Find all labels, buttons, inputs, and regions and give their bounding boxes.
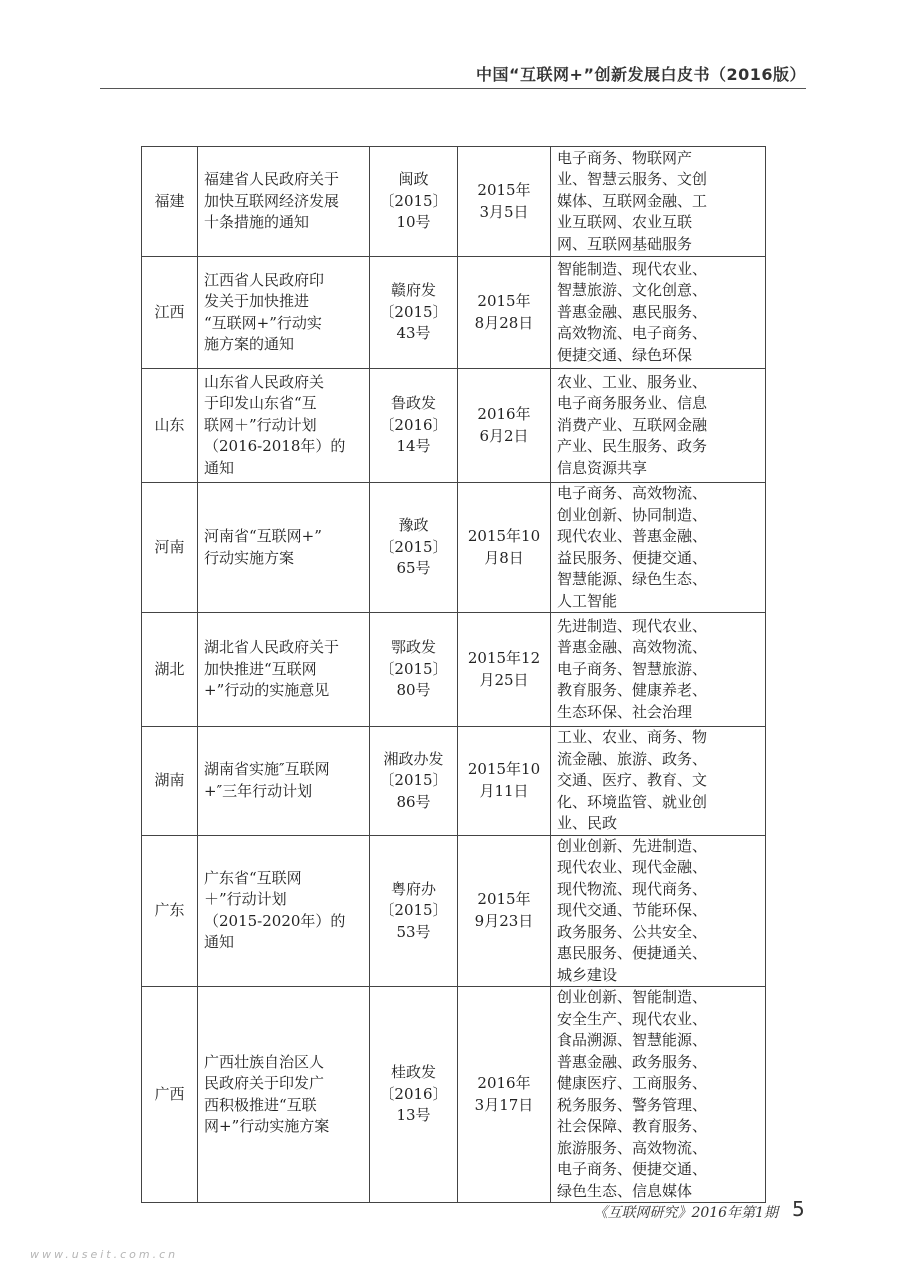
site-watermark: www.useit.com.cn [30,1248,179,1261]
issue-date-cell [458,987,551,1203]
key-fields-line: 生态环保、社会治理 [557,702,693,721]
table-row [142,369,766,483]
key-fields-line: 业互联网、农业互联 [557,213,693,232]
key-fields-line: 业、民政 [557,814,618,832]
key-fields-line: 益民服务、便捷交通、 [557,548,708,567]
key-fields-line: 普惠金融、高效物流、 [557,638,708,657]
header-divider [100,88,806,89]
key-fields-line: 业、智慧云服务、文创 [557,170,708,189]
document-number-line: 10号 [396,213,431,232]
footer-journal-name: 《互联网研究》2016年第1期 [593,1205,778,1221]
policy-title-line: 广东省“互联网 [204,868,302,887]
key-fields-line: 现代交通、节能环保、 [557,901,708,919]
key-fields-line: 电子商务、物联网产 [557,148,693,167]
document-number-line: 鄂政发 [390,638,436,657]
policy-title-line: 施方案的通知 [204,335,295,353]
policy-title-line: 加快推进“互联网 [204,659,317,678]
policy-title-cell [198,147,370,257]
key-fields-line: 安全生产、现代农业、 [557,1009,708,1028]
policy-title-line: 行动实施方案 [204,548,295,567]
issue-date-line: 月11日 [479,781,529,800]
document-number-line: 鲁政发 [390,394,436,413]
issue-date-line: 2015年12 [467,649,541,667]
table-row [142,987,766,1203]
key-fields-cell [551,835,766,987]
document-number-line: 13号 [396,1106,431,1125]
page-number: 5 [792,1197,805,1221]
key-fields-line: 电子商务、便捷交通、 [557,1160,708,1178]
policy-title-line: 加快互联网经济发展 [204,191,340,210]
policy-title-line: 湖南省实施″互联网 [204,760,330,779]
key-fields-cell [551,727,766,836]
policy-title-line: ＋”行动计划 [204,890,287,909]
key-fields-line: 智慧旅游、文化创意、 [557,281,708,300]
policy-title-line: 山东省人民政府关 [204,372,325,391]
policy-title-line: +”行动的实施意见 [204,681,330,700]
key-fields-line: 智慧能源、绿色生态、 [557,570,708,588]
policy-title-line: 民政府关于印发广 [204,1074,325,1092]
document-number-line: 桂政发 [390,1063,436,1082]
key-fields-line: 先进制造、现代农业、 [557,616,708,635]
document-number-line: 〔2015〕 [379,537,448,556]
key-fields-line: 旅游服务、高效物流、 [557,1138,708,1157]
policy-title-line: 河南省“互联网+” [204,527,322,545]
document-number-line: 〔2015〕 [379,191,448,210]
key-fields-line: 交通、医疗、教育、文 [557,771,708,789]
key-fields-line: 工业、农业、商务、物 [557,728,708,746]
key-fields-line: 绿色生态、信息媒体 [557,1181,693,1200]
document-number-cell [370,987,458,1203]
key-fields-cell [551,613,766,727]
key-fields-line: 农业、工业、服务业、 [557,372,708,391]
key-fields-cell [551,257,766,369]
key-fields-line: 创业创新、协同制造、 [557,505,708,524]
issue-date-line: 2015年10 [467,527,541,545]
province-cell: 福建 [142,147,198,257]
policy-table [141,146,766,1203]
policy-title-cell [198,613,370,727]
key-fields-line: 普惠金融、政务服务、 [557,1052,708,1071]
key-fields-line: 城乡建设 [557,965,618,984]
document-number-line: 〔2015〕 [379,302,448,321]
key-fields-line: 现代农业、现代金融、 [557,858,708,876]
policy-title-cell [198,257,370,369]
document-number-cell [370,613,458,727]
key-fields-line: 食品溯源、智慧能源、 [557,1031,708,1049]
key-fields-line: 电子商务、高效物流、 [557,484,708,502]
province-cell: 湖北 [142,613,198,727]
document-number-line: 赣府发 [390,281,436,300]
key-fields-line: 化、环境监管、就业创 [557,792,708,811]
document-number-cell [370,483,458,613]
key-fields-line: 智能制造、现代农业、 [557,259,708,278]
key-fields-line: 流金融、旅游、政务、 [557,749,708,768]
policy-title-line: 江西省人民政府印 [204,270,325,289]
issue-date-line: 8月28日 [474,313,534,332]
key-fields-line: 产业、民生服务、政务 [557,437,708,456]
key-fields-line: 电子商务服务业、信息 [557,394,708,413]
table-row [142,835,766,987]
issue-date-cell [458,613,551,727]
document-number-line: 53号 [396,922,431,941]
key-fields-line: 创业创新、先进制造、 [557,836,708,855]
key-fields-cell [551,147,766,257]
key-fields-line: 教育服务、健康养老、 [557,681,708,700]
issue-date-line: 月8日 [484,548,524,567]
key-fields-line: 普惠金融、惠民服务、 [557,302,708,321]
policy-title-line: +″三年行动计划 [204,781,313,800]
issue-date-line: 2015年 [477,181,531,199]
province-cell: 广东 [142,835,198,987]
issue-date-cell [458,147,551,257]
issue-date-line: 月25日 [479,670,529,689]
document-number-line: 湘政办发 [383,749,444,768]
policy-table-body [142,147,766,1203]
table-row [142,483,766,613]
key-fields-line: 社会保障、教育服务、 [557,1117,708,1135]
document-number-line: 〔2016〕 [379,1084,448,1103]
policy-title-line: 通知 [204,458,235,477]
document-number-line: 豫政 [398,516,429,535]
key-fields-line: 健康医疗、工商服务、 [557,1074,708,1092]
key-fields-line: 税务服务、警务管理、 [557,1095,708,1114]
key-fields-line: 高效物流、电子商务、 [557,324,708,343]
issue-date-cell [458,257,551,369]
issue-date-cell [458,483,551,613]
key-fields-line: 创业创新、智能制造、 [557,988,708,1006]
key-fields-cell [551,483,766,613]
policy-title-line: 通知 [204,933,235,952]
running-header-title: 中国“互联网+”创新发展白皮书（2016版） [476,65,806,84]
key-fields-line: 惠民服务、便捷通关、 [557,944,708,962]
issue-date-line: 3月17日 [474,1095,534,1114]
document-number-cell [370,257,458,369]
policy-title-line: 发关于加快推进 [204,292,310,310]
issue-date-line: 2016年 [477,1074,531,1092]
province-cell: 江西 [142,257,198,369]
document-number-line: 65号 [396,559,431,578]
policy-title-line: 联网＋”行动计划 [204,415,317,434]
key-fields-line: 媒体、互联网金融、工 [557,191,708,210]
policy-title-cell [198,369,370,483]
table-row [142,613,766,727]
province-cell: 广西 [142,987,198,1203]
document-number-line: 〔2015〕 [379,771,448,789]
document-number-cell [370,727,458,836]
key-fields-line: 网、互联网基础服务 [557,234,693,253]
policy-title-line: 十条措施的通知 [204,213,310,232]
document-number-line: 〔2016〕 [379,415,448,434]
key-fields-cell [551,987,766,1203]
key-fields-line: 电子商务、智慧旅游、 [557,659,708,678]
key-fields-line: 现代农业、普惠金融、 [557,527,708,545]
document-number-line: 43号 [396,324,431,343]
policy-title-cell [198,483,370,613]
document-number-line: 86号 [396,792,431,811]
document-number-line: 粤府办 [390,879,436,898]
issue-date-cell [458,727,551,836]
policy-title-line: “互联网+”行动实 [204,313,322,332]
table-row [142,727,766,836]
key-fields-line: 便捷交通、绿色环保 [557,345,693,364]
table-row [142,257,766,369]
table-row [142,147,766,257]
policy-title-line: 西积极推进“互联 [204,1095,317,1114]
policy-title-line: 于印发山东省“互 [204,394,317,413]
policy-title-cell [198,835,370,987]
policy-title-line: 湖北省人民政府关于 [204,638,340,657]
document-number-line: 〔2015〕 [379,659,448,678]
policy-title-cell [198,727,370,836]
document-number-line: 〔2015〕 [379,901,448,919]
policy-title-line: （2016-2018年）的 [204,437,346,456]
issue-date-line: 6月2日 [479,426,529,445]
issue-date-line: 2015年 [477,292,531,310]
key-fields-line: 人工智能 [557,591,618,610]
policy-title-line: 网+”行动实施方案 [204,1117,330,1135]
province-cell: 山东 [142,369,198,483]
key-fields-line: 现代物流、现代商务、 [557,879,708,898]
policy-title-line: 福建省人民政府关于 [204,170,340,189]
issue-date-cell [458,369,551,483]
key-fields-line: 消费产业、互联网金融 [557,415,708,434]
issue-date-line: 9月23日 [474,911,534,930]
policy-title-cell [198,987,370,1203]
issue-date-line: 3月5日 [479,202,529,221]
policy-title-line: （2015-2020年）的 [204,911,346,930]
policy-title-line: 广西壮族自治区人 [204,1052,325,1071]
key-fields-cell [551,369,766,483]
document-number-cell [370,147,458,257]
province-cell: 河南 [142,483,198,613]
issue-date-line: 2015年 [477,890,531,909]
key-fields-line: 政务服务、公共安全、 [557,922,708,941]
document-number-line: 闽政 [398,170,429,189]
issue-date-line: 2016年 [477,405,531,423]
issue-date-line: 2015年10 [467,760,541,779]
document-number-cell [370,369,458,483]
province-cell: 湖南 [142,727,198,836]
document-number-cell [370,835,458,987]
document-number-line: 80号 [396,681,431,700]
key-fields-line: 信息资源共享 [557,458,648,477]
issue-date-cell [458,835,551,987]
document-number-line: 14号 [396,437,431,456]
